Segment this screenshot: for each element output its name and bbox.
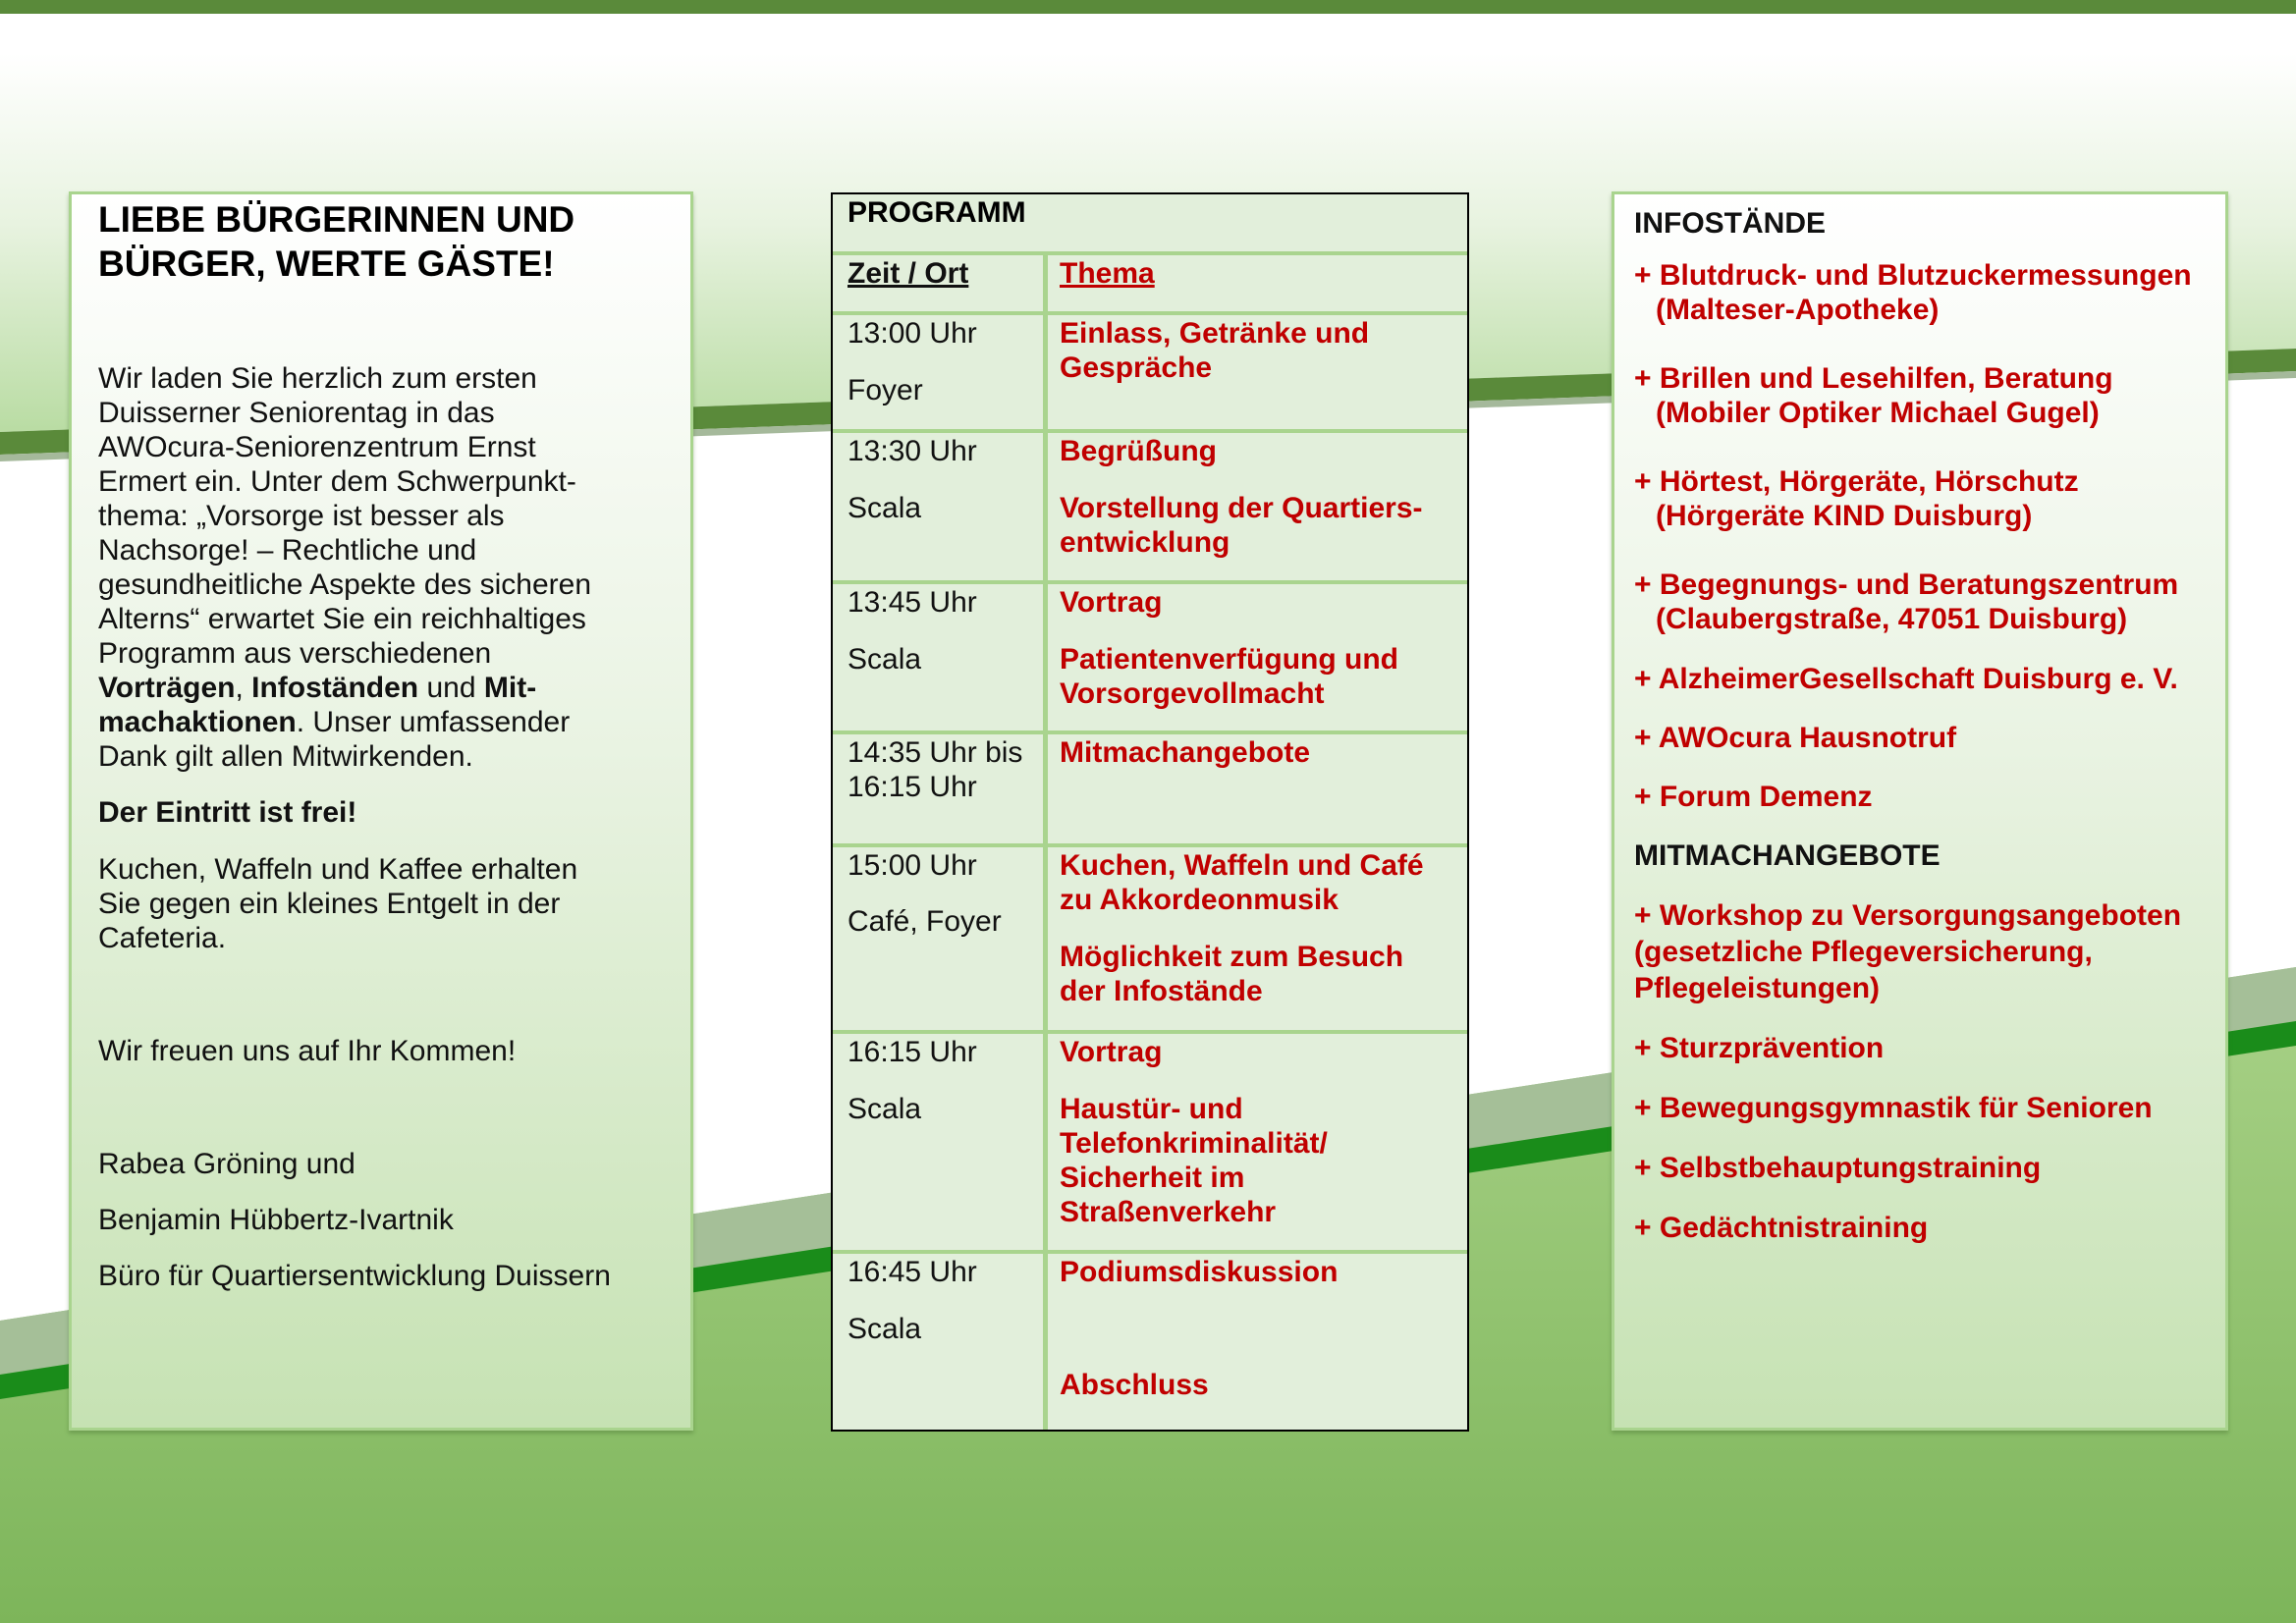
info-panel: [1612, 191, 2228, 1431]
cafe-note: [98, 852, 687, 955]
row-place: Café, Foyer: [847, 905, 1002, 938]
row-divider: [833, 580, 1467, 584]
cafe-note-line: Sie gegen ein kleines Entgelt in der: [98, 888, 561, 920]
free-entry-note: Der Eintritt ist frei!: [98, 796, 357, 829]
intro-line: [98, 671, 687, 705]
topic-line: der Infostände: [1060, 975, 1263, 1007]
info-item: + AlzheimerGesellschaft Duisburg e. V.: [1634, 663, 2178, 695]
topic-line: Vorsorgevollmacht: [1060, 677, 1325, 710]
row-divider: [833, 730, 1467, 734]
topic-line: Patientenverfügung und: [1060, 643, 1398, 676]
mitmach-title: MITMACHANGEBOTE: [1634, 839, 1941, 872]
text: und: [418, 672, 484, 704]
time-line: 14:35 Uhr bis: [847, 736, 1023, 769]
topic-line: Vortrag: [1060, 1036, 1163, 1068]
text: . Unser umfassender: [296, 706, 571, 738]
mitmach-item: + Selbstbehauptungstraining: [1634, 1152, 2042, 1184]
welcome-heading-line-2: BÜRGER, WERTE GÄSTE!: [98, 243, 555, 284]
topic-line: Vortrag: [1060, 586, 1163, 619]
info-line: + Blutdruck- und Blutzuckermessungen: [1634, 259, 2192, 292]
info-item: + AWOcura Hausnotruf: [1634, 722, 1957, 754]
topic-line: Haustür- und: [1060, 1093, 1243, 1125]
mitmach-item: + Bewegungsgymnastik für Senioren: [1634, 1092, 2153, 1124]
row-time: 13:45 Uhr: [847, 586, 977, 619]
topic-line: Sicherheit im: [1060, 1162, 1245, 1194]
column-header-topic: Thema: [1060, 257, 1155, 290]
info-line: (Malteser-Apotheke): [1656, 294, 1940, 326]
emphasis: Vorträgen: [98, 672, 236, 704]
mitmach-line: + Workshop zu Versorgungsangeboten: [1634, 899, 2182, 932]
row-divider: [833, 429, 1467, 433]
intro-line: Wir laden Sie herzlich zum ersten: [98, 362, 537, 395]
signature-line-1: Rabea Gröning und: [98, 1148, 355, 1180]
welcome-heading-line-1: LIEBE BÜRGERINNEN UND: [98, 199, 575, 240]
topic-line: Vorstellung der Quartiers-: [1060, 492, 1423, 524]
mitmach-item: + Gedächtnistraining: [1634, 1212, 1929, 1244]
row-topic: Mitmachangebote: [1060, 736, 1311, 769]
row-place: Scala: [847, 643, 922, 676]
intro-line: Nachsorge! – Rechtliche und: [98, 534, 477, 567]
topic-line: Gespräche: [1060, 352, 1213, 384]
row-divider: [833, 1250, 1467, 1254]
topic-line: Telefonkriminalität/: [1060, 1127, 1328, 1160]
row-time: 13:30 Uhr: [847, 435, 977, 467]
row-place: Scala: [847, 1313, 922, 1345]
intro-line: [98, 705, 687, 739]
row-topic: [1060, 1035, 1462, 1229]
row-time: 16:45 Uhr: [847, 1256, 977, 1288]
intro-line: gesundheitliche Aspekte des sicheren: [98, 568, 592, 601]
row-place: Foyer: [847, 374, 923, 406]
column-header-time: Zeit / Ort: [847, 257, 969, 290]
info-item: [1634, 258, 2223, 327]
info-item: [1634, 361, 2223, 430]
mitmach-line: (gesetzliche Pflegeversicherung,: [1634, 936, 2093, 968]
intro-line: Duisserner Seniorentag in das: [98, 397, 495, 429]
topic-line: entwicklung: [1060, 526, 1230, 559]
infostaende-title: INFOSTÄNDE: [1634, 207, 1826, 240]
welcome-intro: [98, 361, 687, 774]
program-table: [831, 192, 1469, 1432]
topic-line: zu Akkordeonmusik: [1060, 884, 1339, 916]
row-topic: Podiumsdiskussion: [1060, 1256, 1339, 1288]
program-title: PROGRAMM: [847, 196, 1026, 229]
emphasis: machaktionen: [98, 706, 297, 738]
row-divider: [833, 843, 1467, 847]
row-topic: [1060, 434, 1462, 560]
row-place: Scala: [847, 492, 922, 524]
intro-line: AWOcura-Seniorenzentrum Ernst: [98, 431, 536, 463]
topic-line: Einlass, Getränke und: [1060, 317, 1370, 350]
intro-line: Ermert ein. Unter dem Schwerpunkt-: [98, 465, 576, 498]
intro-line: Alterns“ erwartet Sie ein reichhaltiges: [98, 603, 586, 635]
welcome-heading: [98, 197, 687, 286]
signature-line-2: Benjamin Hübbertz-Ivartnik: [98, 1204, 454, 1236]
row-time: 13:00 Uhr: [847, 317, 977, 350]
intro-line: Dank gilt allen Mitwirkenden.: [98, 740, 473, 773]
topic-line: Straßenverkehr: [1060, 1196, 1277, 1228]
topic-line: Möglichkeit zum Besuch: [1060, 941, 1404, 973]
mitmach-item: + Sturzprävention: [1634, 1032, 1885, 1064]
welcome-panel: [69, 191, 693, 1431]
row-topic: [1060, 585, 1462, 711]
row-topic: [1060, 316, 1462, 385]
mitmach-line: Pflegeleistungen): [1634, 972, 1881, 1004]
intro-line: Programm aus verschiedenen: [98, 637, 492, 670]
intro-line: thema: „Vorsorge ist besser als: [98, 500, 505, 532]
closing-line: Wir freuen uns auf Ihr Kommen!: [98, 1035, 517, 1067]
info-line: (Mobiler Optiker Michael Gugel): [1656, 397, 2100, 429]
row-divider: [833, 311, 1467, 315]
info-line: (Claubergstraße, 47051 Duisburg): [1656, 603, 2128, 635]
cafe-note-line: Kuchen, Waffeln und Kaffee erhalten: [98, 853, 578, 886]
emphasis: Mit-: [483, 672, 537, 704]
topic-line: Kuchen, Waffeln und Café: [1060, 849, 1424, 882]
row-time: 15:00 Uhr: [847, 849, 977, 882]
mitmach-item: [1634, 897, 2223, 1006]
row-topic: [1060, 848, 1462, 1008]
signature-line-3: Büro für Quartiersentwicklung Duissern: [98, 1260, 611, 1292]
info-line: (Hörgeräte KIND Duisburg): [1656, 500, 2033, 532]
row-place: Scala: [847, 1093, 922, 1125]
info-item: [1634, 568, 2223, 636]
row-time: 16:15 Uhr: [847, 1036, 977, 1068]
info-line: + Brillen und Lesehilfen, Beratung: [1634, 362, 2113, 395]
text: ,: [235, 672, 252, 704]
info-line: + Begegnungs- und Beratungszentrum: [1634, 568, 2179, 601]
info-line: + Hörtest, Hörgeräte, Hörschutz: [1634, 465, 2079, 498]
cafe-note-line: Cafeteria.: [98, 922, 227, 954]
row-time: [847, 735, 1039, 804]
row-divider: [833, 1030, 1467, 1034]
time-line: 16:15 Uhr: [847, 771, 977, 803]
info-item: [1634, 464, 2223, 533]
row-divider: [833, 251, 1467, 255]
row-topic: Abschluss: [1060, 1369, 1209, 1401]
info-item: + Forum Demenz: [1634, 781, 1873, 813]
topic-line: Begrüßung: [1060, 435, 1217, 467]
emphasis: Infoständen: [251, 672, 419, 704]
